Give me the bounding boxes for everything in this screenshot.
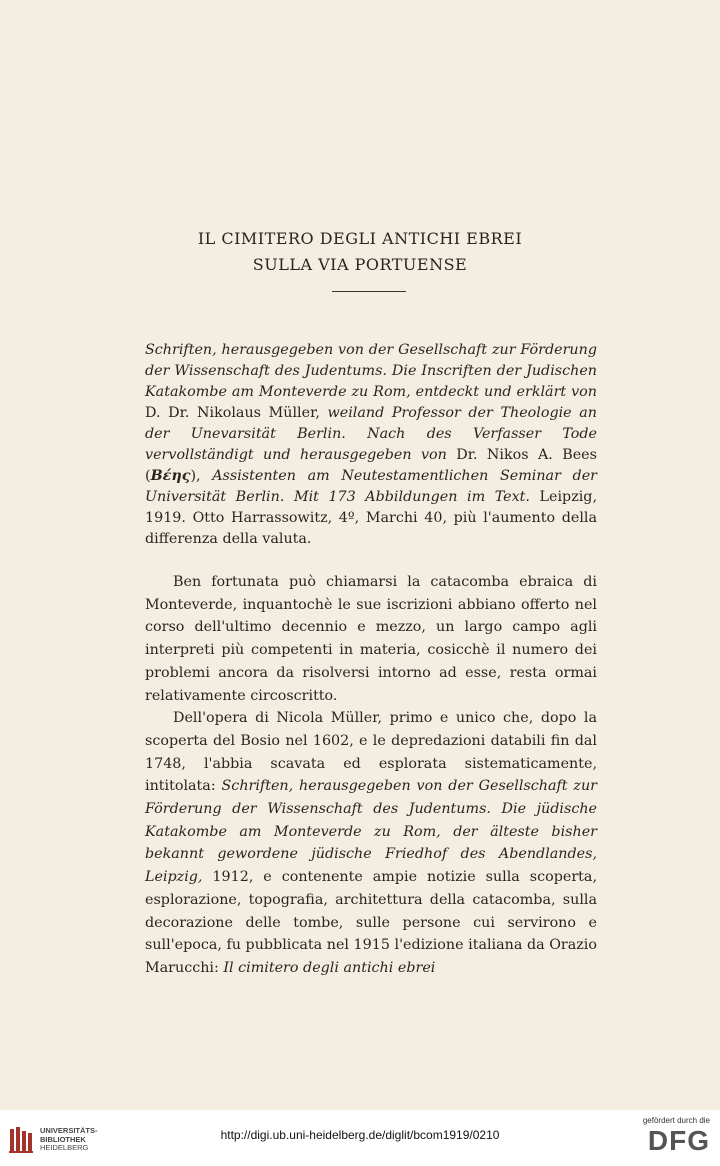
bib-publication: Leipzig, 1919. Otto Harrassowitz, 4º, Marchi 40, più l'aumento della differenza della valuta. [145,489,597,547]
logo-line2: BIBLIOTHEK [40,1134,86,1144]
logo-line1: UNIVERSITÄTS- [40,1126,98,1136]
paragraph-1: Ben fortunata può chiamarsi la catacomba ebraica di Monteverde, inquantochè le sue iscrizioni abbiano offerto nel corso dell'ultimo decennio e mezzo, un largo campo agli interpreti più competenti in materia, cosicchè il numero dei problemi ancora da risolversi intorno ad esse, resta ormai relativamente circoscritto. [145,574,597,704]
paragraph-2 [145,707,597,979]
logo-line3: HEIDELBERG [40,1143,89,1153]
dfg-logo[interactable] [630,1116,710,1157]
bib-editor-greek: Βέης [150,468,191,484]
article-title-line2: SULLA VIA PORTUENSE [252,255,468,274]
bib-editor: Dr. Nikos A. Bees ( [145,447,597,484]
dfg-caption: gefördert durch die [642,1116,710,1125]
permalink-url[interactable]: http://digi.ub.uni-heidelberg.de/diglit/bcom1919/0210 [220,1128,500,1142]
body-text [145,571,597,980]
p2-cited-title: Schriften, herausgegeben von der Gesellschaft zur Förderung der Wissenschaft des Judentums. Die jüdische Katakombe am Monteverde zu Rom, der älteste bisher bekannt gewordene jüdische Friedhof des Abendlandes, Leipzig, [145,778,598,886]
bibliography-block [145,340,597,550]
bib-editor-close: ), [190,468,213,484]
p2-text-a: Dell'opera di Nicola Müller, primo e unico che, dopo la scoperta del Bosio nel 1602, e le depredazioni databili fin dal 1748, l'abbia scavata ed esplorata sistematicamente, intitolata: [145,710,597,795]
bib-author: D. Dr. Nikolaus Müller, [145,405,328,421]
p2-text-b: 1912, e contenente ampie notizie sulla scoperta, esplorazione, topografia, architettura della catacomba, sulla decorazione delle tombe, sulle persone cui servirono e sull'epoca, fu pubblicata nel 1915 l'edizione italiana da Orazio Marucchi: [145,869,597,976]
bib-editor-role: Assistenten am Neutestamentlichen Seminar der Universität Berlin. Mit 173 Abbildungen im Text. [145,468,597,505]
p2-cited-title-2: Il cimitero degli antichi ebrei [223,959,436,976]
footer-bar [0,1110,720,1166]
dfg-wordmark: DFG [647,1125,710,1156]
bib-title: Schriften, herausgegeben von der Gesellschaft zur Förderung der Wissenschaft des Judentums. Die Inscriften der Judischen Katakombe am Monteverde zu Rom, entdeckt und erklärt von [145,342,597,400]
article-title-line1: IL CIMITERO DEGLI ANTICHI EBREI [197,229,523,248]
bib-author-role: weiland Professor der Theologie an der Unevarsität Berlin. Nach des Verfasser Tode vervollständigt und herausgegeben von [145,405,597,463]
title-divider [332,291,406,292]
